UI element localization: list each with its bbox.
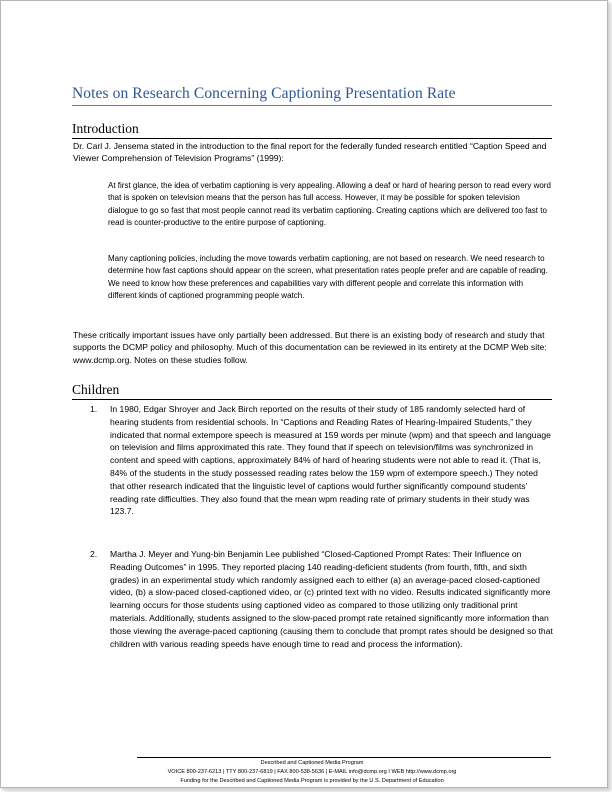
footer-contact-line: VOICE 800-237-6213 | TTY 800-237-6819 | FAX 800-538-5636 | E-MAIL info@dcmp.org I WEB http://www.dcmp.org: [167, 769, 457, 775]
list-item-text: Martha J. Meyer and Yung-bin Benjamin Lee published “Closed-Captioned Prompt Rates: Their Influence on Reading Outcomes” in 1995. They reported placing 140 reading-deficient students (from fourth, fifth, and sixth grades) in an experimental study which randomly assigned each to either (a) an average-paced closed-captioned video, (b) a slow-paced closed-captioned video, or (c) printed text with no video. Results indicated significantly more learning occurs for those students using captioned video as compared to those utilizing only traditional print materials. Additionally, students assigned to the slow-paced prompt rate retained significantly more information than those viewing the average-paced captioning (causing them to conclude that prompt rates should be designed so that children with various reading speeds have enough time to read and process the information).: [110, 549, 553, 649]
footer-divider: [137, 757, 551, 758]
list-item: [73, 548, 553, 650]
block-quote-2: Many captioning policies, including the move towards verbatim captioning, are not based on research. We need research to determine how fast captions should appear on the screen, what presentation rates people prefer and are capable of reading. We need to know how these preferences and capabilities vary with different people and correlate this information with different kinds of captioned programming people watch.: [108, 254, 548, 300]
list-item-number: 2.: [90, 549, 98, 559]
list-item-number: 1.: [90, 404, 98, 414]
footer-org-name: Described and Captioned Media Program: [260, 760, 364, 766]
intro-closing-paragraph: These critically important issues have only partially been addressed. But there is an existing body of research and study that supports the DCMP policy and philosophy. Much of this documentation can be reviewed in its entirety at the DCMP Web site: www.dcmp.org. Notes on these studies follow.: [73, 330, 547, 365]
section-heading-introduction: Introduction: [72, 121, 552, 139]
section-heading-children: Children: [72, 382, 552, 400]
block-quote-1: At first glance, the idea of verbatim captioning is very appealing. Allowing a deaf or hard of hearing person to read every word that is spoken on television means that the person has full access. However, it may be possible for spoken television dialogue to go so fast that most people cannot read its verbatim captioning. Creating captions which are delivered too fast to read is counter-productive to the entire purpose of captioning.: [108, 181, 551, 227]
list-item-text: In 1980, Edgar Shroyer and Jack Birch reported on the results of their study of 185 randomly selected hard of hearing students from residential schools. In “Captions and Reading Rates of Hearing-Impaired Students,” they indicated that normal extempore speech is measured at 159 words per minute (wpm) and that speech and language on television and films approximated this rate. They found that if speech on television/films was synchronized in content and speed with captions, approximately 84% of hard of hearing students were not able to read it. (That is, 84% of the students in the study possessed reading rates below the 159 wpm of extempore speech.) They noted that other research indicated that the linguistic level of captions would further significantly compound students’ reading rate difficulties. They also found that the mean wpm reading rate of primary students in their study was 123.7.: [110, 404, 551, 517]
list-item: [73, 403, 553, 518]
footer-funding-note: Funding for the Described and Captioned Media Program is provided by the U.S. Department of Education: [180, 778, 444, 784]
document-title: Notes on Research Concerning Captioning Presentation Rate: [72, 85, 552, 106]
intro-lead-paragraph: Dr. Carl J. Jensema stated in the introduction to the final report for the federally funded research entitled “Caption Speed and Viewer Comprehension of Television Programs” (1999):: [73, 141, 547, 164]
